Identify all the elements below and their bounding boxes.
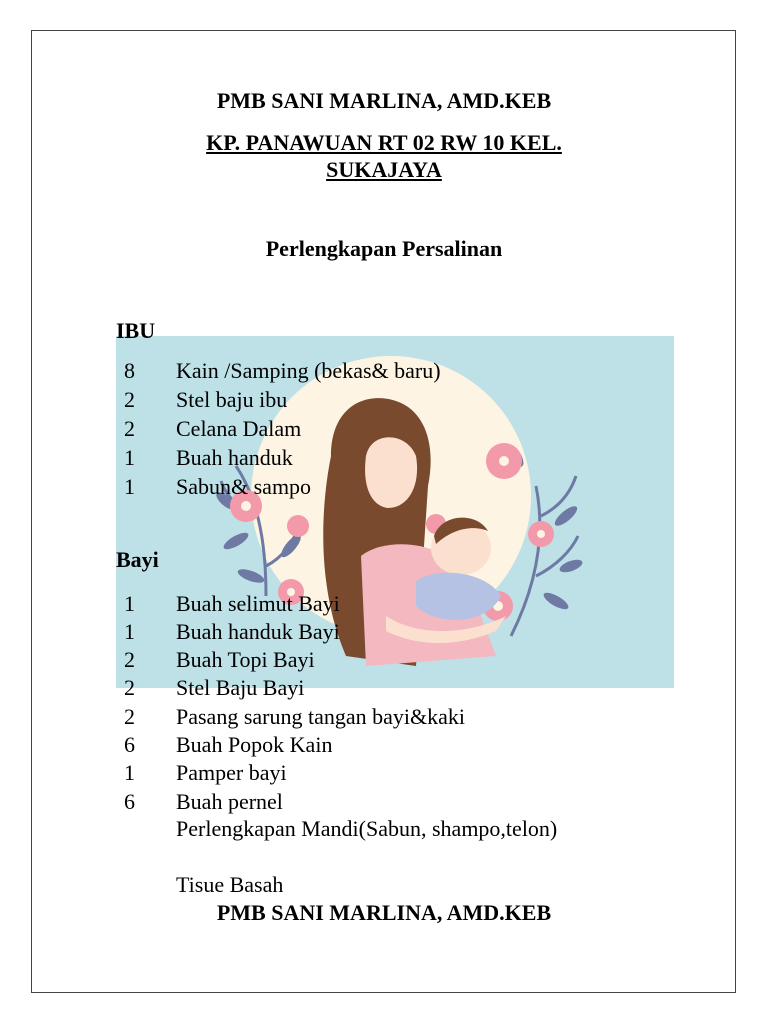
bayi-item-name: Pasang sarung tangan bayi&kaki — [176, 704, 465, 729]
bayi-item-name: Buah handuk Bayi — [176, 619, 340, 644]
ibu-item-name: Kain /Samping (bekas& baru) — [176, 358, 441, 383]
ibu-item-qty: 2 — [124, 387, 135, 412]
bayi-item-qty: 1 — [124, 760, 135, 785]
bayi-item-name: Buah pernel — [176, 789, 283, 814]
bayi-item-qty: 1 — [124, 619, 135, 644]
bayi-item-qty: 2 — [124, 704, 135, 729]
ibu-item-qty: 2 — [124, 416, 135, 441]
bayi-item-qty: 2 — [124, 647, 135, 672]
bayi-item-name: Pamper bayi — [176, 760, 287, 785]
bayi-item-name: Buah selimut Bayi — [176, 591, 340, 616]
bayi-tisue-line: Tisue Basah — [176, 872, 284, 897]
bayi-item-qty: 6 — [124, 789, 135, 814]
ibu-item-name: Sabun& sampo — [176, 474, 312, 499]
document-title: Perlengkapan Persalinan — [265, 236, 503, 261]
ibu-item-name: Buah handuk — [176, 445, 293, 470]
ibu-item-name: Stel baju ibu — [176, 387, 288, 412]
bayi-item-name: Stel Baju Bayi — [176, 675, 305, 700]
bayi-item-name: Buah Topi Bayi — [176, 647, 315, 672]
ibu-heading: IBU — [116, 318, 156, 343]
bayi-item-qty: 6 — [124, 732, 135, 757]
bayi-item-qty: 1 — [124, 591, 135, 616]
bayi-item-qty: 2 — [124, 675, 135, 700]
ibu-item-qty: 1 — [124, 474, 135, 499]
ibu-item-qty: 1 — [124, 445, 135, 470]
clinic-name-header: PMB SANI MARLINA, AMD.KEB — [216, 88, 552, 113]
ibu-item-qty: 8 — [124, 358, 135, 383]
bayi-extra-line: Perlengkapan Mandi(Sabun, shampo,telon) — [176, 816, 558, 841]
clinic-name-footer: PMB SANI MARLINA, AMD.KEB — [216, 900, 552, 925]
bayi-heading: Bayi — [116, 547, 159, 572]
bayi-item-name: Buah Popok Kain — [176, 732, 333, 757]
ibu-item-name: Celana Dalam — [176, 416, 302, 441]
address-line-2: SUKAJAYA — [326, 157, 442, 182]
address-line-1: KP. PANAWUAN RT 02 RW 10 KEL. — [206, 130, 562, 155]
